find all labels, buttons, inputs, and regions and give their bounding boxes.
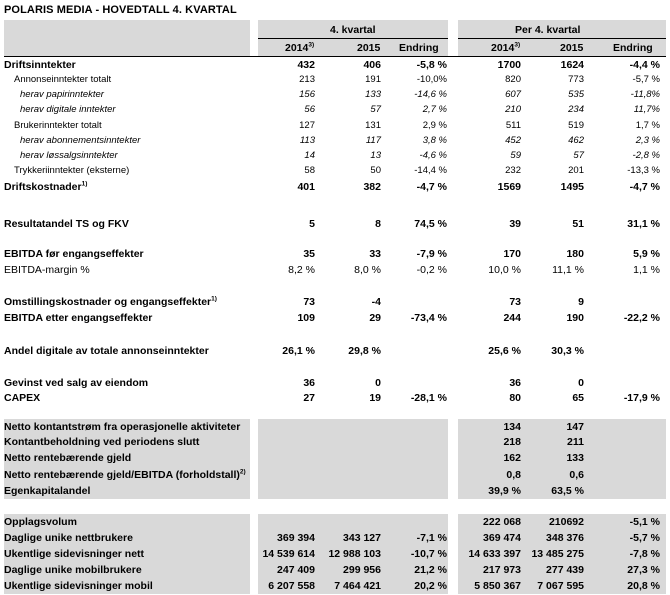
row-value: 27 (303, 392, 315, 404)
table-row (0, 376, 670, 390)
row-value: 13 (370, 150, 381, 161)
row-value: 33 (369, 248, 381, 260)
row-value: -14,4 % (414, 165, 447, 176)
row-value: 117 (365, 135, 381, 146)
row-value: 8,2 % (288, 264, 315, 276)
header-rule-q4 (258, 38, 448, 39)
row-value: -0,2 % (416, 264, 447, 276)
row-value: -5,7 % (632, 74, 660, 85)
col-2014-ytd: 2014$^{3)}$ (491, 41, 521, 54)
row-label: Egenkapitalandel (4, 485, 91, 497)
row-value: 6 207 558 (268, 580, 315, 592)
row-label: Ukentlige sidevisninger nett (4, 548, 145, 560)
row-value: 247 409 (277, 564, 315, 576)
row-label: herav abonnementsinntekter (20, 135, 141, 146)
row-value: 13 485 275 (531, 548, 584, 560)
row-value: 109 (297, 312, 315, 324)
table-row (0, 579, 670, 593)
row-label: Ukentlige sidevisninger mobil (4, 580, 153, 592)
row-value: 59 (510, 150, 521, 161)
row-value: 9 (578, 296, 584, 308)
row-value: 31,1 % (627, 218, 660, 230)
table-row (0, 515, 670, 529)
row-value: 535 (568, 89, 584, 100)
row-value: -7,1 % (416, 532, 447, 544)
row-value: 51 (572, 218, 584, 230)
row-value: 11,1 % (552, 264, 584, 276)
row-value: 7 067 595 (537, 580, 584, 592)
row-value: 217 973 (483, 564, 521, 576)
row-value: 191 (365, 74, 381, 85)
row-value: 80 (509, 392, 521, 404)
row-value: -10,0% (416, 74, 447, 85)
table-row (0, 103, 670, 117)
row-label: EBITDA før engangseffekter (4, 248, 144, 260)
table-row (0, 73, 670, 87)
row-label: Daglige unike nettbrukere (4, 532, 133, 544)
row-value: 39 (509, 218, 521, 230)
row-value: 36 (509, 377, 521, 389)
table-row (0, 247, 670, 261)
row-value: 63,5 % (551, 485, 584, 497)
row-value: 25,6 % (488, 345, 521, 357)
row-value: 234 (568, 104, 584, 115)
row-value: -7,9 % (416, 248, 447, 260)
row-value: -10,7 % (410, 548, 447, 560)
row-value: 27,3 % (627, 564, 660, 576)
table-row (0, 531, 670, 545)
row-value: 20,2 % (414, 580, 447, 592)
row-value: 147 (566, 421, 584, 433)
table-row (0, 547, 670, 561)
table-row (0, 149, 670, 163)
row-value: -7,8 % (629, 548, 660, 560)
row-value: 773 (568, 74, 584, 85)
row-value: 73 (509, 296, 521, 308)
table-row (0, 263, 670, 277)
table-row (0, 435, 670, 449)
row-value: 180 (566, 248, 584, 260)
row-label: Gevinst ved salg av eiendom (4, 377, 149, 389)
row-value: 14 (304, 150, 315, 161)
row-label: Resultatandel TS og FKV (4, 218, 129, 230)
header-bottom-rule (4, 56, 666, 57)
row-value: 131 (365, 120, 381, 131)
row-value: 382 (363, 181, 381, 193)
row-value: -73,4 % (410, 312, 447, 324)
row-value: 19 (369, 392, 381, 404)
row-label: Trykkeriinntekter (eksterne) (14, 165, 130, 176)
col-change-ytd: Endring (613, 42, 653, 54)
row-value: 73 (303, 296, 315, 308)
row-value: -5,7 % (629, 532, 660, 544)
table-row (0, 217, 670, 231)
table-row (0, 344, 670, 358)
row-value: 50 (370, 165, 381, 176)
page-title: POLARIS MEDIA - HOVEDTALL 4. KVARTAL (4, 4, 237, 16)
row-value: 29,8 % (348, 345, 381, 357)
row-value: -11,8% (630, 89, 660, 100)
row-value: 222 068 (483, 516, 521, 528)
row-value: 29 (369, 312, 381, 324)
row-value: 452 (505, 135, 521, 146)
row-value: 406 (363, 59, 381, 71)
row-value: 1,7 % (635, 120, 660, 131)
row-value: 57 (370, 104, 381, 115)
row-label: Driftskostnader$^{1)}$ (4, 180, 88, 193)
row-value: -5,1 % (629, 516, 660, 528)
row-value: 21,2 % (414, 564, 447, 576)
row-value: 462 (568, 135, 584, 146)
row-value: 190 (566, 312, 584, 324)
table-row (0, 484, 670, 498)
row-label: EBITDA-margin % (4, 264, 90, 276)
col-2015-ytd: 2015 (560, 42, 584, 54)
row-value: 218 (503, 436, 521, 448)
row-value: 8,0 % (354, 264, 381, 276)
table-row (0, 88, 670, 102)
row-value: -2,8 % (632, 150, 660, 161)
row-value: -22,2 % (623, 312, 660, 324)
row-label: Netto rentebærende gjeld (4, 452, 132, 464)
row-value: 14 633 397 (468, 548, 521, 560)
row-value: 14 539 614 (262, 548, 315, 560)
row-value: 201 (568, 165, 584, 176)
row-value: 210692 (548, 516, 584, 528)
row-value: 0 (578, 377, 584, 389)
row-value: 232 (505, 165, 521, 176)
row-value: 7 464 421 (334, 580, 381, 592)
row-label: Netto kontantstrøm fra operasjonelle aktiviteter (4, 421, 241, 433)
row-value: -4,7 % (416, 181, 447, 193)
row-value: 58 (304, 165, 315, 176)
row-value: -4,7 % (629, 181, 660, 193)
row-value: 162 (503, 452, 521, 464)
row-value: 11,7% (633, 104, 660, 115)
row-value: 0 (375, 377, 381, 389)
row-value: -14,6 % (414, 89, 447, 100)
table-row (0, 295, 670, 309)
row-label: herav papirinntekter (20, 89, 104, 100)
row-label: Netto rentebærende gjeld/EBITDA (forholdstall)$^{2)}$ (4, 468, 246, 481)
row-label: EBITDA etter engangseffekter (4, 312, 153, 324)
row-value: 2,9 % (422, 120, 447, 131)
row-value: 2,7 % (422, 104, 447, 115)
row-value: 133 (365, 89, 381, 100)
row-value: -13,3 % (627, 165, 660, 176)
row-value: 30,3 % (551, 345, 584, 357)
row-value: 65 (572, 392, 584, 404)
row-value: 5 (309, 218, 315, 230)
row-value: 607 (505, 89, 521, 100)
row-value: 56 (304, 104, 315, 115)
row-value: 1,1 % (633, 264, 660, 276)
row-value: -28,1 % (410, 392, 447, 404)
row-value: 348 376 (546, 532, 584, 544)
col-2014-q4: 2014$^{3)}$ (285, 41, 315, 54)
row-value: 820 (505, 74, 521, 85)
table-row (0, 119, 670, 133)
row-value: 213 (299, 74, 315, 85)
row-value: 5 850 367 (474, 580, 521, 592)
row-value: 2,3 % (635, 135, 660, 146)
row-value: 369 394 (277, 532, 315, 544)
row-value: -17,9 % (623, 392, 660, 404)
group-header-q4: 4. kvartal (330, 24, 376, 36)
col-change-q4: Endring (399, 42, 439, 54)
row-value: 57 (573, 150, 584, 161)
header-rule-ytd (458, 38, 666, 39)
table-row (0, 468, 670, 482)
row-value: 10,0 % (488, 264, 521, 276)
row-value: 35 (303, 248, 315, 260)
row-value: 211 (567, 436, 584, 448)
header-bg-left (4, 20, 250, 56)
row-value: -4,6 % (419, 150, 447, 161)
row-value: 401 (297, 181, 315, 193)
row-value: 369 474 (483, 532, 521, 544)
row-value: 127 (299, 120, 315, 131)
row-value: 8 (375, 218, 381, 230)
table-row (0, 58, 670, 72)
row-value: 133 (566, 452, 584, 464)
row-value: 1624 (560, 59, 584, 71)
row-value: 343 127 (343, 532, 381, 544)
row-value: 432 (297, 59, 315, 71)
row-label: herav digitale inntekter (20, 104, 116, 115)
row-value: 113 (299, 135, 315, 146)
row-value: 26,1 % (282, 345, 315, 357)
table-row (0, 311, 670, 325)
table-row (0, 391, 670, 405)
row-value: 244 (503, 312, 521, 324)
row-label: Andel digitale av totale annonseinntekter (4, 345, 209, 357)
row-value: 12 988 103 (328, 548, 381, 560)
row-label: Omstillingskostnader og engangseffekter$^{1)}$ (4, 295, 217, 308)
row-value: 170 (503, 248, 521, 260)
row-value: 0,8 (506, 469, 521, 481)
col-2015-q4: 2015 (357, 42, 381, 54)
row-value: 1569 (497, 181, 521, 193)
row-value: 519 (568, 120, 584, 131)
row-value: 134 (503, 421, 521, 433)
table-row (0, 180, 670, 194)
row-value: 39,9 % (488, 485, 521, 497)
row-value: 156 (299, 89, 315, 100)
row-value: 5,9 % (633, 248, 660, 260)
row-label: Kontantbeholdning ved periodens slutt (4, 436, 200, 448)
row-value: 277 439 (546, 564, 584, 576)
row-value: 1700 (497, 59, 521, 71)
row-value: -5,8 % (416, 59, 447, 71)
row-label: Driftsinntekter (4, 59, 76, 71)
table-row (0, 420, 670, 434)
table-row (0, 134, 670, 148)
table-row (0, 563, 670, 577)
row-value: 36 (303, 377, 315, 389)
row-label: herav løssalgsinntekter (20, 150, 118, 161)
table-row (0, 164, 670, 178)
row-label: CAPEX (4, 392, 41, 404)
row-value: -4 (371, 296, 381, 308)
row-value: 299 956 (343, 564, 381, 576)
row-label: Brukerinntekter totalt (14, 120, 102, 131)
row-value: 3,8 % (422, 135, 447, 146)
row-value: -4,4 % (629, 59, 660, 71)
row-value: 511 (505, 120, 521, 131)
row-label: Opplagsvolum (4, 516, 77, 528)
table-row (0, 451, 670, 465)
row-value: 210 (505, 104, 521, 115)
row-value: 0,6 (569, 469, 584, 481)
group-header-ytd: Per 4. kvartal (515, 24, 581, 36)
row-value: 1495 (560, 181, 584, 193)
row-label: Daglige unike mobilbrukere (4, 564, 142, 576)
row-label: Annonseinntekter totalt (14, 74, 112, 85)
row-value: 20,8 % (627, 580, 660, 592)
row-value: 74,5 % (414, 218, 447, 230)
